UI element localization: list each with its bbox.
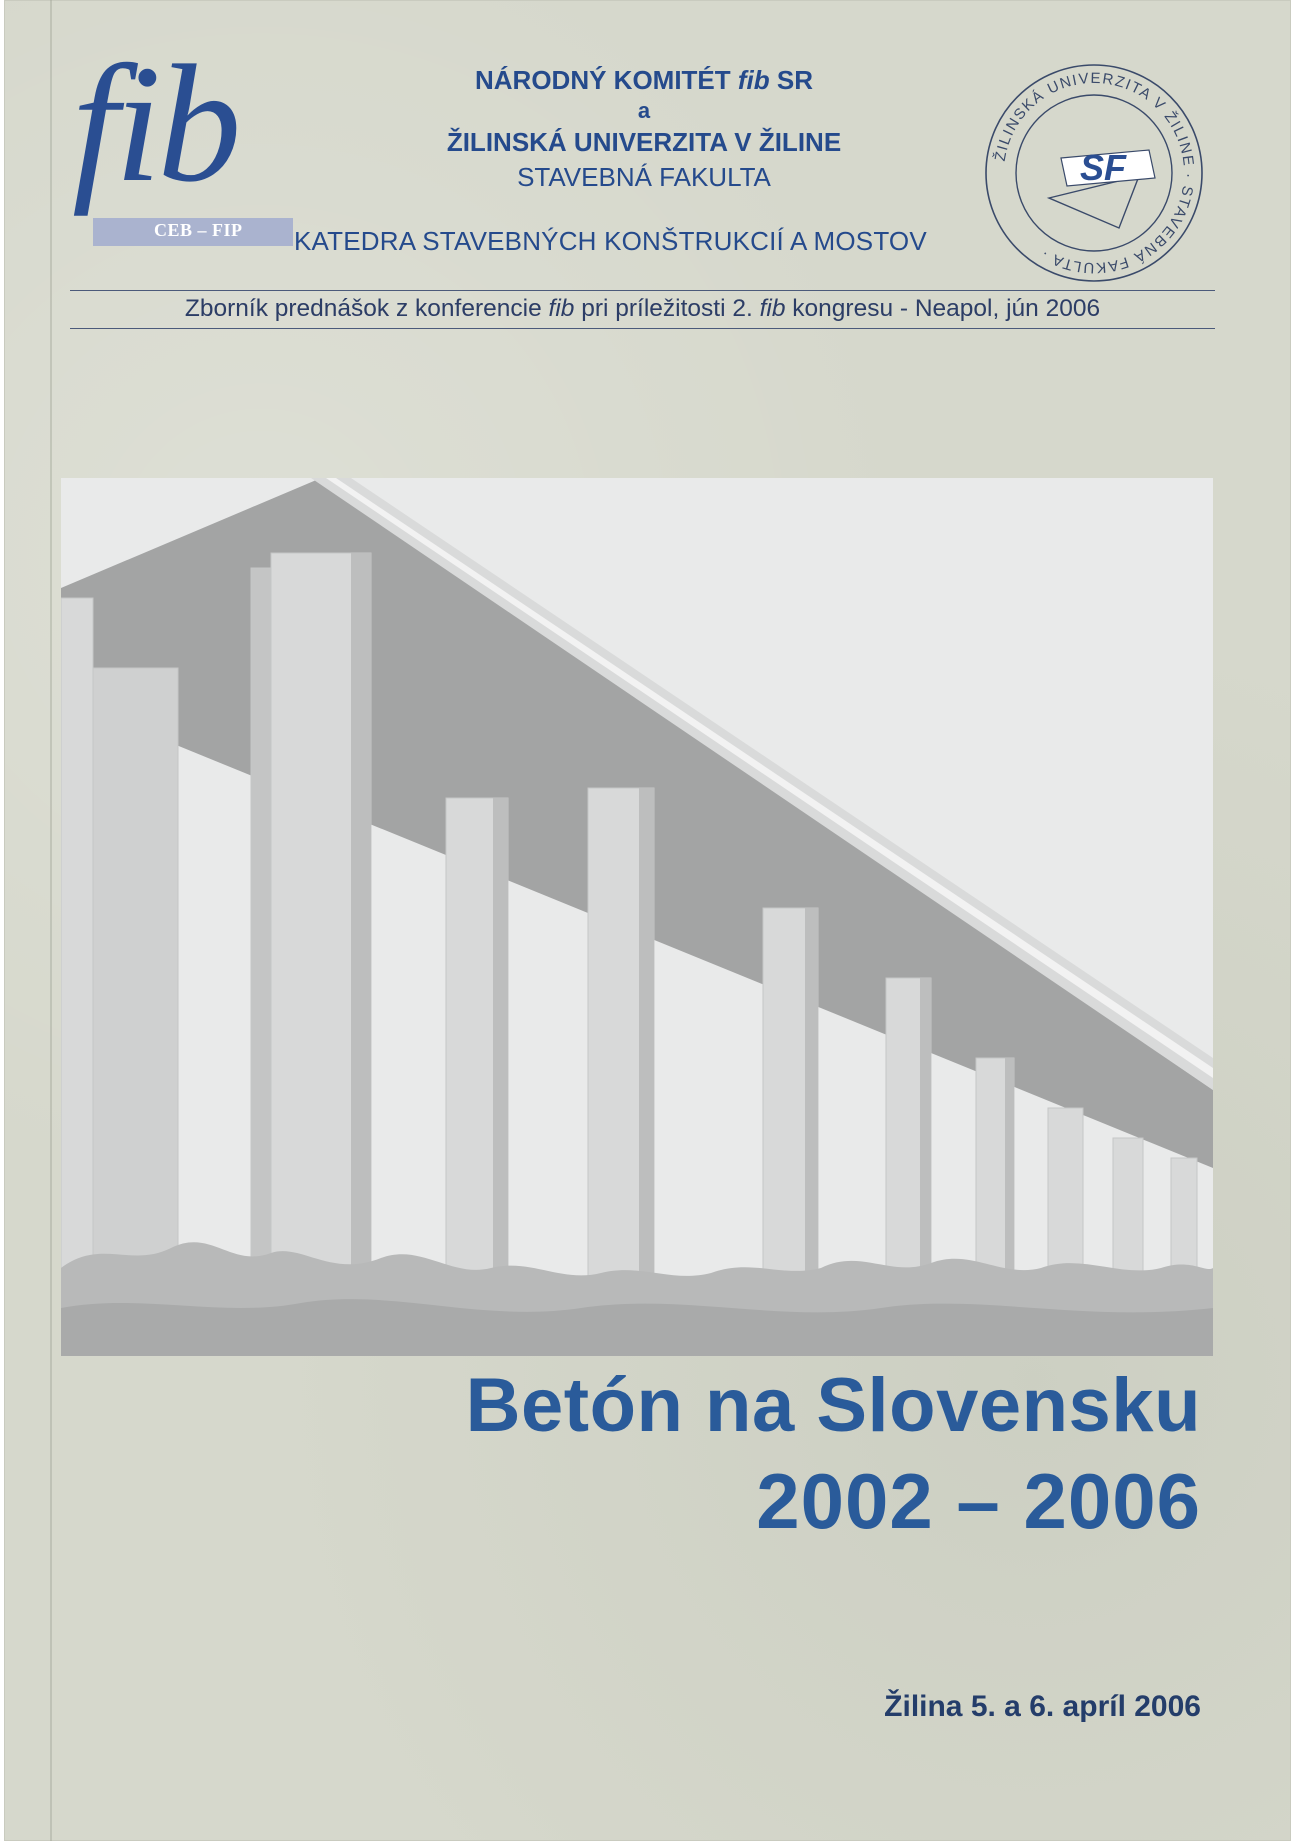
- viaduct-illustration: [61, 478, 1213, 1356]
- header-department: KATEDRA STAVEBNÝCH KONŠTRUKCIÍ A MOSTOV: [294, 226, 927, 256]
- header-conjunction: a: [637, 98, 651, 123]
- header-university: ŽILINSKÁ UNIVERZITA V ŽILINE: [446, 127, 842, 157]
- book-years: 2002 – 2006: [756, 1457, 1201, 1545]
- fib-logo: [72, 31, 297, 270]
- header-committee: NÁRODNÝ KOMITÉT fib SR: [475, 65, 813, 95]
- proceedings-line: Zborník prednášok z konferencie fib pri príležitosti 2. fib kongresu - Neapol, jún 2006: [184, 295, 1101, 322]
- logo-word: fib: [72, 31, 238, 217]
- seal-ring-text: ŽILINSKÁ UNIVERZITA V ŽILINE · STAVEBNÁ FAKULTA ·: [991, 69, 1198, 277]
- conference-date: Žilina 5. a 6. apríl 2006: [884, 1690, 1201, 1723]
- rule-top: [70, 290, 1215, 291]
- university-seal: [979, 58, 1209, 288]
- header-faculty: STAVEBNÁ FAKULTA: [517, 162, 771, 192]
- book-title: Betón na Slovensku: [465, 1363, 1201, 1448]
- spine-fold: [50, 0, 52, 1841]
- book-cover: [4, 0, 1291, 1841]
- header-block: [274, 62, 1014, 194]
- seal-monogram: SF: [1079, 147, 1127, 188]
- bridge-photo: [61, 478, 1213, 1356]
- rule-bottom: [70, 328, 1215, 329]
- logo-subtitle: CEB – FIP: [154, 220, 243, 240]
